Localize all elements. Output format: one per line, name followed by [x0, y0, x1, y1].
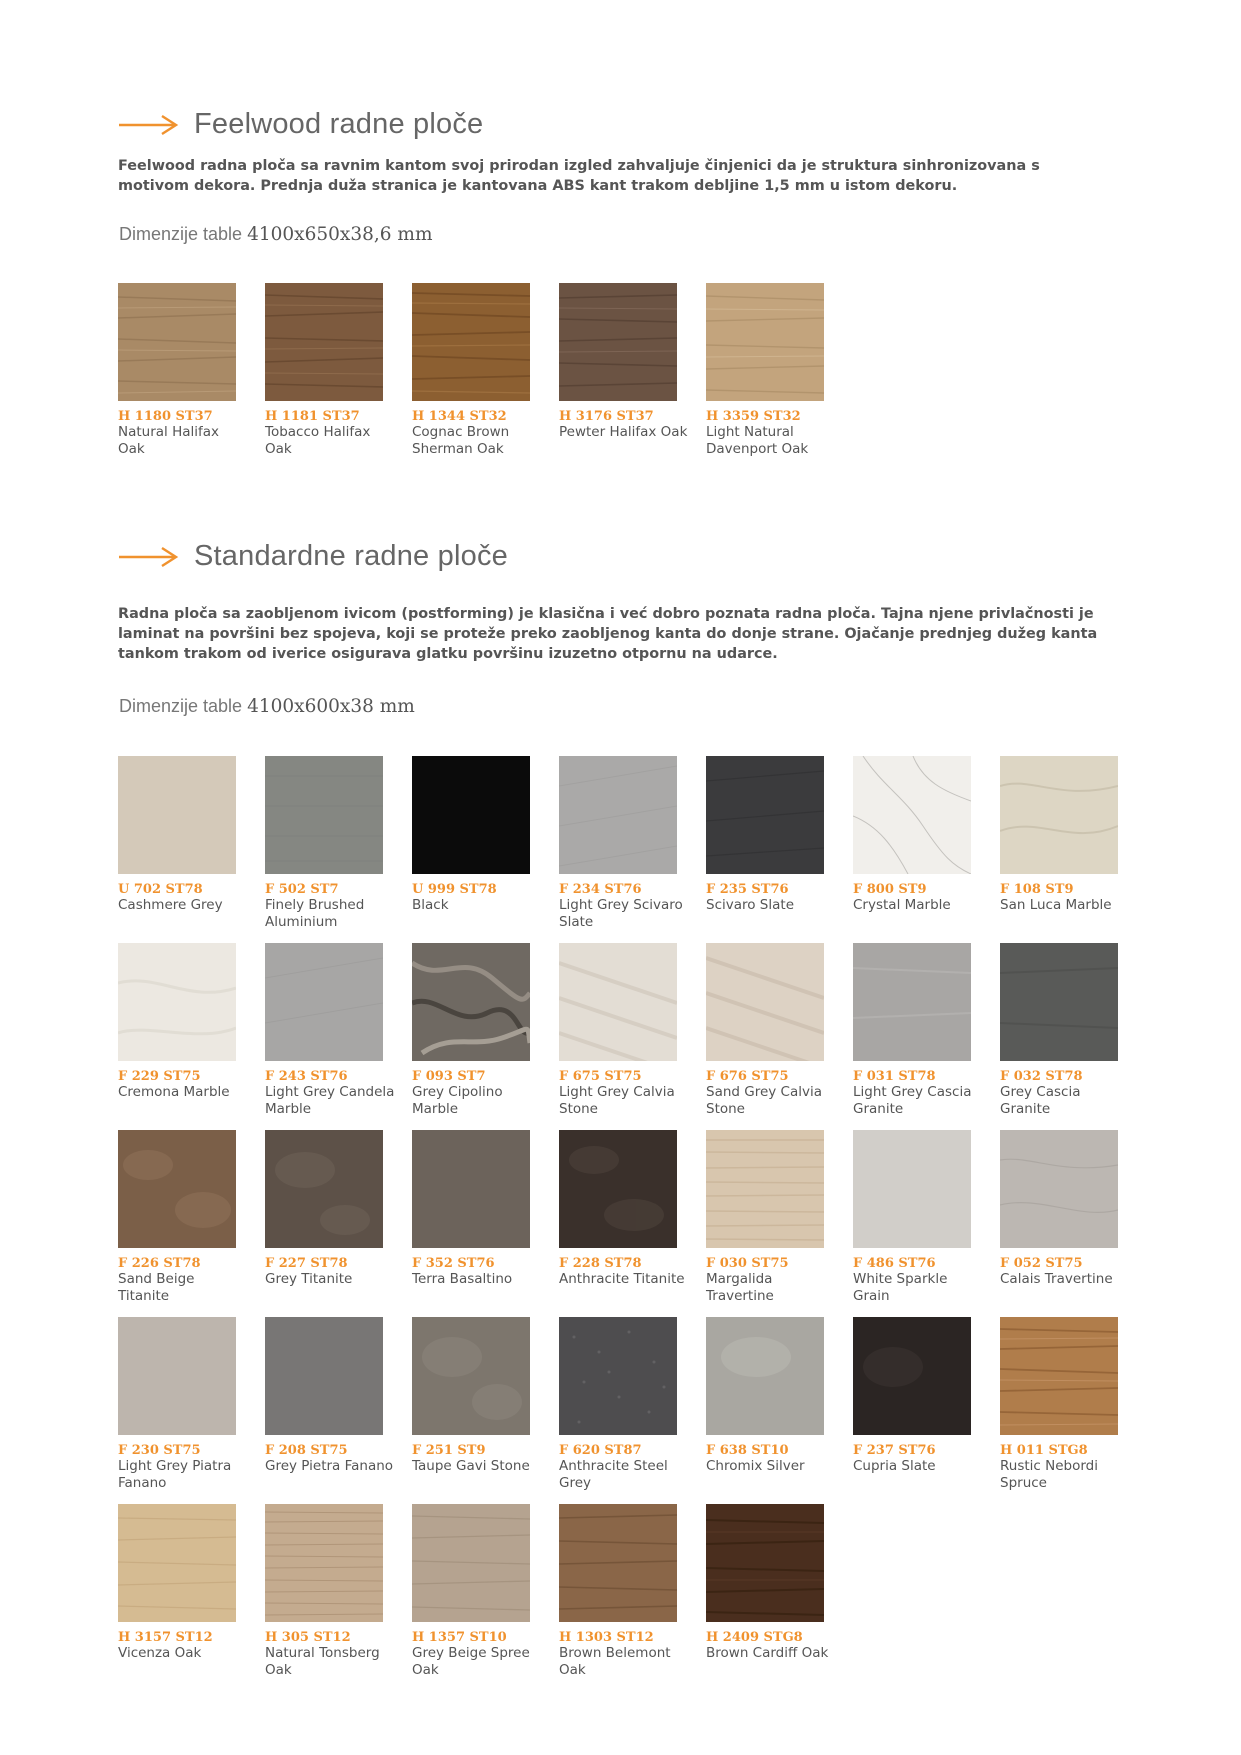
dims-label: Dimenzije table: [119, 224, 243, 244]
swatch-item[interactable]: [559, 1504, 677, 1691]
swatch-item[interactable]: [265, 943, 395, 1130]
decor-swatch: [265, 943, 383, 1061]
decor-name: Chromix Silver: [706, 1458, 805, 1474]
decor-code: H 1344 ST32: [412, 409, 507, 424]
swatch-item[interactable]: [412, 1317, 530, 1504]
decor-code: F 234 ST76: [559, 882, 642, 897]
decor-name: Terra Basaltino: [412, 1271, 513, 1287]
decor-name: Cupria Slate: [853, 1458, 936, 1474]
decor-name: Cognac Brown Sherman Oak: [412, 424, 510, 457]
decor-code: F 620 ST87: [559, 1443, 642, 1458]
swatch-item[interactable]: [706, 283, 824, 458]
decor-code: F 108 ST9: [1000, 882, 1074, 897]
swatch-item[interactable]: [1000, 943, 1118, 1130]
decor-swatch: [412, 1504, 530, 1622]
swatch-item[interactable]: [559, 756, 683, 943]
swatch-item[interactable]: [559, 1317, 677, 1504]
standard-title: Standardne radne ploče: [194, 540, 508, 572]
decor-code: F 226 ST78: [118, 1256, 201, 1271]
swatch-item[interactable]: [118, 283, 236, 458]
decor-name: Calais Travertine: [1000, 1271, 1113, 1287]
decor-swatch: [706, 1130, 824, 1248]
decor-swatch: [559, 756, 677, 874]
swatch-item[interactable]: [265, 283, 383, 458]
standard-swatch-grid: [118, 756, 1118, 1691]
decor-name: Brown Belemont Oak: [559, 1645, 671, 1678]
decor-code: F 251 ST9: [412, 1443, 486, 1458]
decor-swatch: [412, 1317, 530, 1435]
decor-swatch: [706, 1317, 824, 1435]
decor-swatch: [118, 1130, 236, 1248]
decor-swatch: [118, 756, 236, 874]
decor-name: Pewter Halifax Oak: [559, 424, 688, 440]
decor-code: F 800 ST9: [853, 882, 927, 897]
decor-swatch: [706, 1504, 824, 1622]
decor-swatch: [853, 1317, 971, 1435]
decor-swatch: [559, 943, 677, 1061]
decor-swatch: [118, 283, 236, 401]
decor-name: Sand Grey Calvia Stone: [706, 1084, 823, 1117]
arrow-right-icon: [118, 546, 180, 568]
swatch-item[interactable]: [706, 1317, 824, 1504]
decor-swatch: [1000, 1130, 1118, 1248]
decor-name: Light Grey Cascia Granite: [853, 1084, 972, 1117]
decor-swatch: [265, 1504, 383, 1622]
decor-name: San Luca Marble: [1000, 897, 1112, 913]
decor-code: F 228 ST78: [559, 1256, 642, 1271]
swatch-item[interactable]: [265, 756, 383, 943]
decor-name: Grey Pietra Fanano: [265, 1458, 394, 1474]
decor-code: U 702 ST78: [118, 882, 203, 897]
decor-name: Natural Halifax Oak: [118, 424, 220, 457]
swatch-item[interactable]: [412, 1504, 530, 1691]
decor-code: F 486 ST76: [853, 1256, 936, 1271]
dims-label: Dimenzije table: [119, 696, 243, 716]
decor-code: F 208 ST75: [265, 1443, 348, 1458]
decor-code: F 235 ST76: [706, 882, 789, 897]
decor-name: Vicenza Oak: [118, 1645, 202, 1661]
decor-name: Black: [412, 897, 449, 913]
decor-swatch: [265, 283, 383, 401]
decor-swatch: [412, 1130, 530, 1248]
decor-swatch: [706, 756, 824, 874]
decor-swatch: [706, 283, 824, 401]
swatch-item[interactable]: [706, 1130, 824, 1317]
decor-code: F 229 ST75: [118, 1069, 201, 1084]
decor-name: Anthracite Titanite: [559, 1271, 685, 1287]
decor-swatch: [706, 943, 824, 1061]
swatch-item[interactable]: [706, 1504, 829, 1691]
decor-name: Margalida Travertine: [706, 1271, 774, 1304]
decor-code: F 243 ST76: [265, 1069, 348, 1084]
swatch-item[interactable]: [559, 1130, 685, 1317]
swatch-item[interactable]: [118, 1317, 236, 1504]
decor-swatch: [1000, 943, 1118, 1061]
feelwood-heading: [118, 108, 483, 141]
swatch-item[interactable]: [265, 1504, 383, 1691]
decor-name: Grey Cipolino Marble: [412, 1084, 503, 1117]
decor-name: White Sparkle Grain: [853, 1271, 948, 1304]
swatch-item[interactable]: [412, 283, 530, 458]
swatch-item[interactable]: [412, 943, 530, 1130]
swatch-item[interactable]: [265, 1130, 383, 1317]
decor-name: Taupe Gavi Stone: [412, 1458, 530, 1474]
decor-swatch: [1000, 756, 1118, 874]
decor-name: Grey Beige Spree Oak: [412, 1645, 530, 1678]
swatch-item[interactable]: [118, 1504, 236, 1691]
feelwood-dimensions: [119, 224, 433, 245]
decor-name: Anthracite Steel Grey: [559, 1458, 668, 1491]
decor-code: H 1180 ST37: [118, 409, 213, 424]
decor-code: U 999 ST78: [412, 882, 497, 897]
decor-code: H 2409 STG8: [706, 1630, 803, 1645]
swatch-item[interactable]: [412, 1130, 530, 1317]
decor-swatch: [559, 283, 677, 401]
decor-swatch: [853, 756, 971, 874]
decor-code: H 1357 ST10: [412, 1630, 507, 1645]
decor-code: H 3359 ST32: [706, 409, 801, 424]
swatch-item[interactable]: [412, 756, 530, 943]
decor-name: Tobacco Halifax Oak: [265, 424, 371, 457]
decor-name: Grey Titanite: [265, 1271, 353, 1287]
decor-swatch: [118, 943, 236, 1061]
decor-swatch: [412, 943, 530, 1061]
decor-code: F 502 ST7: [265, 882, 339, 897]
arrow-right-icon: [118, 114, 180, 136]
decor-swatch: [412, 283, 530, 401]
decor-swatch: [559, 1317, 677, 1435]
swatch-item[interactable]: [1000, 756, 1118, 943]
standard-dimensions: [119, 696, 415, 717]
decor-swatch: [118, 1504, 236, 1622]
standard-description: Radna ploča sa zaobljenom ivicom (postforming) je klasična i već dobro poznata radna ploča. Tajna njene privlačnosti je laminat na površini bez spojeva, koji se proteže preko zaobljenog kanta do donje strane. Ojačanje prednjeg dužeg kanta tankom trakom od iverice osigurava glatku površinu izuzetno otpornu na udarce.: [118, 606, 1098, 662]
decor-swatch: [412, 756, 530, 874]
decor-name: Scivaro Slate: [706, 897, 795, 913]
swatch-item[interactable]: [559, 943, 677, 1130]
decor-code: F 638 ST10: [706, 1443, 789, 1458]
decor-code: F 030 ST75: [706, 1256, 789, 1271]
decor-code: F 676 ST75: [706, 1069, 789, 1084]
swatch-item[interactable]: [853, 1317, 971, 1504]
decor-code: F 230 ST75: [118, 1443, 201, 1458]
decor-code: F 093 ST7: [412, 1069, 486, 1084]
decor-name: Finely Brushed Aluminium: [265, 897, 365, 930]
decor-code: F 032 ST78: [1000, 1069, 1083, 1084]
swatch-item[interactable]: [1000, 1130, 1118, 1317]
decor-swatch: [1000, 1317, 1118, 1435]
decor-swatch: [265, 1317, 383, 1435]
decor-swatch: [853, 943, 971, 1061]
decor-name: Light Grey Candela Marble: [265, 1084, 395, 1117]
decor-code: F 227 ST78: [265, 1256, 348, 1271]
decor-swatch: [265, 756, 383, 874]
dims-value: 4100x650x38,6 mm: [247, 224, 433, 245]
decor-swatch: [853, 1130, 971, 1248]
swatch-item[interactable]: [118, 1130, 236, 1317]
decor-code: F 352 ST76: [412, 1256, 495, 1271]
decor-code: F 675 ST75: [559, 1069, 642, 1084]
feelwood-swatch-grid: [118, 283, 1118, 458]
decor-name: Light Grey Calvia Stone: [559, 1084, 675, 1117]
decor-code: H 1303 ST12: [559, 1630, 654, 1645]
decor-name: Sand Beige Titanite: [118, 1271, 195, 1304]
feelwood-description: Feelwood radna ploča sa ravnim kantom svoj prirodan izgled zahvaljuje činjenici da je struktura sinhronizovana s motivom dekora. Prednja duža stranica je kantovana ABS kant trakom debljine 1,5 mm u istom dekoru.: [118, 158, 1040, 194]
decor-swatch: [265, 1130, 383, 1248]
decor-name: Light Grey Piatra Fanano: [118, 1458, 232, 1491]
swatch-item[interactable]: [118, 943, 236, 1130]
feelwood-title: Feelwood radne ploče: [194, 108, 484, 140]
swatch-item[interactable]: [265, 1317, 394, 1504]
decor-code: F 237 ST76: [853, 1443, 936, 1458]
swatch-item[interactable]: [853, 943, 971, 1130]
decor-name: Cashmere Grey: [118, 897, 223, 913]
swatch-item[interactable]: [706, 756, 824, 943]
dims-value: 4100x600x38 mm: [247, 696, 415, 717]
decor-code: H 3176 ST37: [559, 409, 654, 424]
decor-name: Natural Tonsberg Oak: [265, 1645, 380, 1678]
decor-name: Grey Cascia Granite: [1000, 1084, 1081, 1117]
decor-code: F 031 ST78: [853, 1069, 936, 1084]
decor-code: H 011 STG8: [1000, 1443, 1088, 1458]
decor-swatch: [118, 1317, 236, 1435]
decor-code: H 305 ST12: [265, 1630, 351, 1645]
decor-name: Light Natural Davenport Oak: [706, 424, 809, 457]
swatch-item[interactable]: [706, 943, 824, 1130]
decor-code: H 3157 ST12: [118, 1630, 213, 1645]
swatch-item[interactable]: [853, 756, 971, 943]
decor-name: Crystal Marble: [853, 897, 951, 913]
swatch-item[interactable]: [853, 1130, 971, 1317]
decor-swatch: [559, 1130, 677, 1248]
swatch-item[interactable]: [1000, 1317, 1118, 1504]
swatch-item[interactable]: [559, 283, 688, 458]
standard-heading: [118, 540, 508, 573]
swatch-item[interactable]: [118, 756, 236, 943]
decor-name: Brown Cardiff Oak: [706, 1645, 829, 1661]
decor-name: Cremona Marble: [118, 1084, 230, 1100]
decor-swatch: [559, 1504, 677, 1622]
decor-code: F 052 ST75: [1000, 1256, 1083, 1271]
decor-name: Rustic Nebordi Spruce: [1000, 1458, 1098, 1491]
decor-name: Light Grey Scivaro Slate: [559, 897, 683, 930]
decor-code: H 1181 ST37: [265, 409, 360, 424]
